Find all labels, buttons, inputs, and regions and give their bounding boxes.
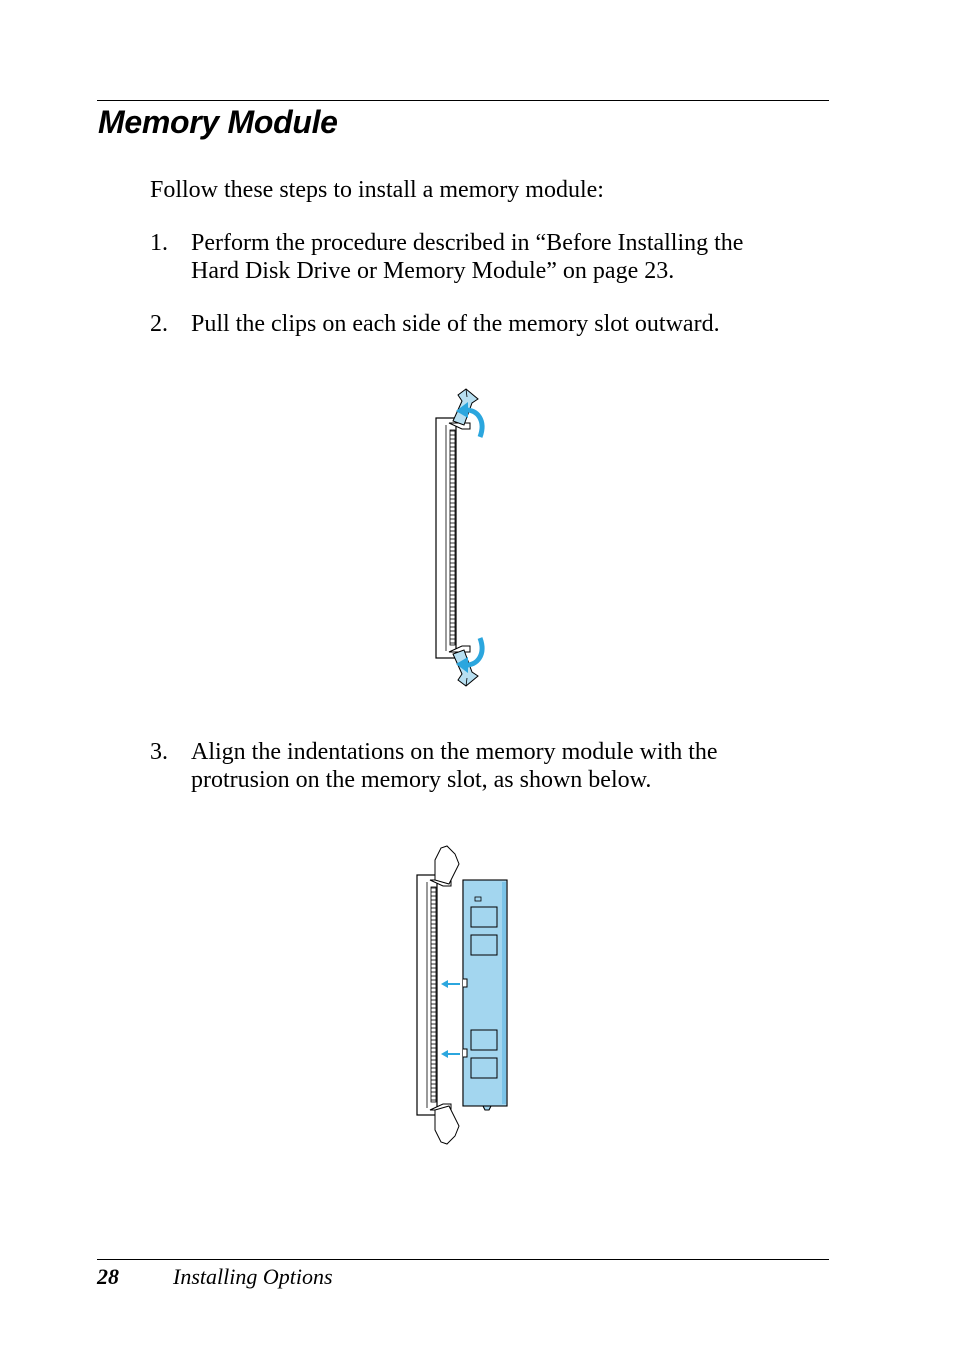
memory-slot-clips-open-icon [420, 385, 500, 690]
step-2-line-1: Pull the clips on each side of the memory slot outward. [191, 311, 720, 337]
step-3-number: 3. [150, 739, 168, 765]
step-3-line-2: protrusion on the memory slot, as shown below. [191, 767, 652, 793]
page-title: Memory Module [98, 104, 338, 140]
header-rule [97, 100, 829, 101]
memory-module-align-icon [405, 842, 515, 1147]
intro-text: Follow these steps to install a memory module: [150, 177, 604, 203]
footer-section-title: Installing Options [173, 1264, 333, 1289]
step-3-line-1: Align the indentations on the memory module with the [191, 739, 718, 765]
step-1-number: 1. [150, 230, 168, 256]
step-1-line-1: Perform the procedure described in “Before Installing the [191, 230, 744, 256]
page-number: 28 [97, 1264, 119, 1289]
footer-rule [97, 1259, 829, 1260]
step-2-number: 2. [150, 311, 168, 337]
step-1-line-2: Hard Disk Drive or Memory Module” on page 23. [191, 258, 675, 284]
